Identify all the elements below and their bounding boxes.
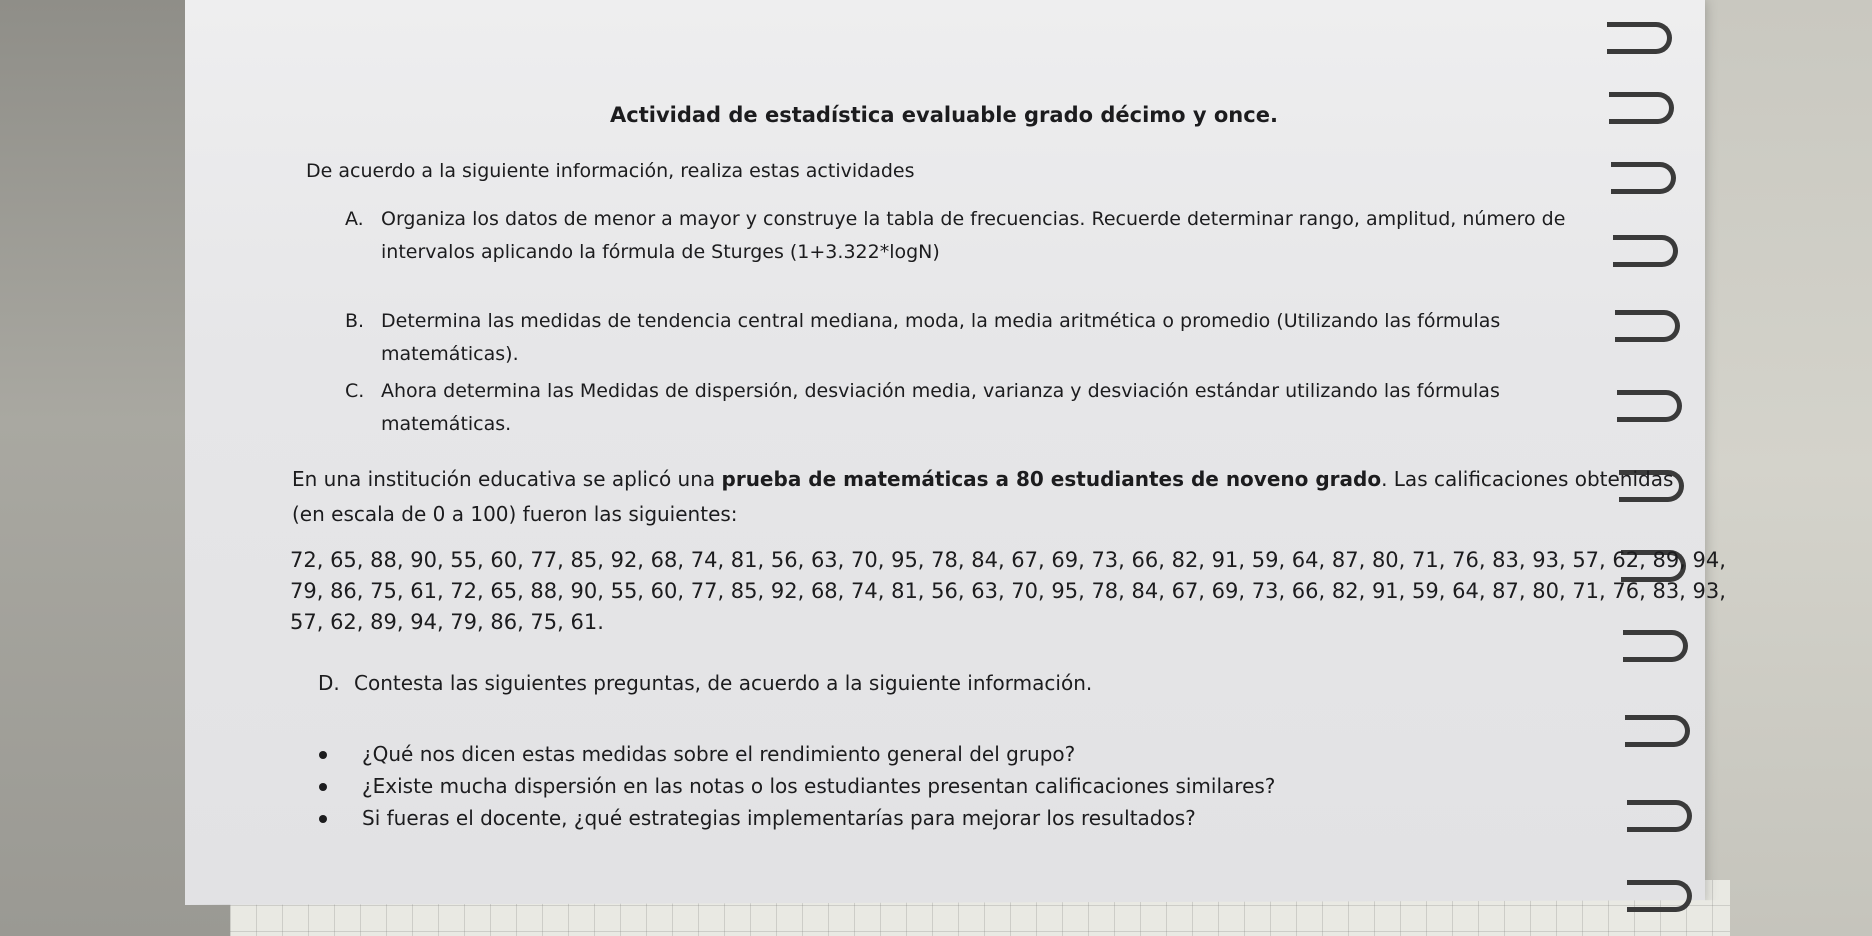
item-text-line1: Determina las medidas de tendencia central mediana, moda, la media aritmética o promedio (Utilizando las fórmulas xyxy=(381,310,1501,332)
worksheet-intro: De acuerdo a la siguiente información, realiza estas actividades xyxy=(306,160,915,182)
item-d-text: Contesta las siguientes preguntas, de acuerdo a la siguiente información. xyxy=(354,671,1093,695)
question-list xyxy=(315,738,1275,834)
item-text-line2: matemáticas). xyxy=(381,343,519,365)
item-letter: C. xyxy=(345,380,365,402)
question-item xyxy=(315,802,1275,834)
worksheet-content xyxy=(185,0,1726,905)
item-text-line1: Organiza los datos de menor a mayor y construye la tabla de frecuencias. Recuerde determinar rango, amplitud, número de xyxy=(381,208,1566,230)
question-text: ¿Qué nos dicen estas medidas sobre el rendimiento general del grupo? xyxy=(362,742,1076,766)
problem-text-line2: (en escala de 0 a 100) fueron las siguientes: xyxy=(292,502,738,526)
problem-text-part2: . Las calificaciones obtenidas xyxy=(1381,467,1674,491)
problem-text-bold: prueba de matemáticas a 80 estudiantes de noveno grado xyxy=(721,467,1382,491)
dataset-line: 72, 65, 88, 90, 55, 60, 77, 85, 92, 68, 74, 81, 56, 63, 70, 95, 78, 84, 67, 69, 73, 66, 82, 91, 59, 64, 87, 80, 71, 76, 83, 93, 57, 62, 89, 94, xyxy=(290,548,1726,572)
dataset-line: 79, 86, 75, 61, 72, 65, 88, 90, 55, 60, 77, 85, 92, 68, 74, 81, 56, 63, 70, 95, 78, 84, 67, 69, 73, 66, 82, 91, 59, 64, 87, 80, 71, 76, 83, 93, xyxy=(290,579,1726,603)
bullet-icon xyxy=(319,783,327,791)
activity-item-d xyxy=(318,671,1092,695)
question-item xyxy=(315,738,1275,770)
item-letter: B. xyxy=(345,310,365,332)
bullet-icon xyxy=(319,751,327,759)
dataset-line: 57, 62, 89, 94, 79, 86, 75, 61. xyxy=(290,610,604,634)
item-text-line2: intervalos aplicando la fórmula de Sturges (1+3.322*logN) xyxy=(381,241,940,263)
activity-item-b xyxy=(345,305,1500,371)
question-item xyxy=(315,770,1275,802)
question-text: ¿Existe mucha dispersión en las notas o los estudiantes presentan calificaciones similares? xyxy=(362,774,1276,798)
item-text-line1: Ahora determina las Medidas de dispersión, desviación media, varianza y desviación estándar utilizando las fórmulas xyxy=(381,380,1500,402)
item-letter: A. xyxy=(345,208,364,230)
problem-statement xyxy=(292,462,1673,532)
activity-item-c xyxy=(345,375,1500,441)
bullet-icon xyxy=(319,815,327,823)
item-letter: D. xyxy=(318,671,340,695)
activity-item-a xyxy=(345,203,1565,269)
problem-text-part1: En una institución educativa se aplicó una xyxy=(292,467,722,491)
item-text-line2: matemáticas. xyxy=(381,413,512,435)
question-text: Si fueras el docente, ¿qué estrategias implementarías para mejorar los resultados? xyxy=(362,806,1196,830)
worksheet-title: Actividad de estadística evaluable grado décimo y once. xyxy=(610,103,1278,127)
grades-dataset xyxy=(290,545,1726,638)
